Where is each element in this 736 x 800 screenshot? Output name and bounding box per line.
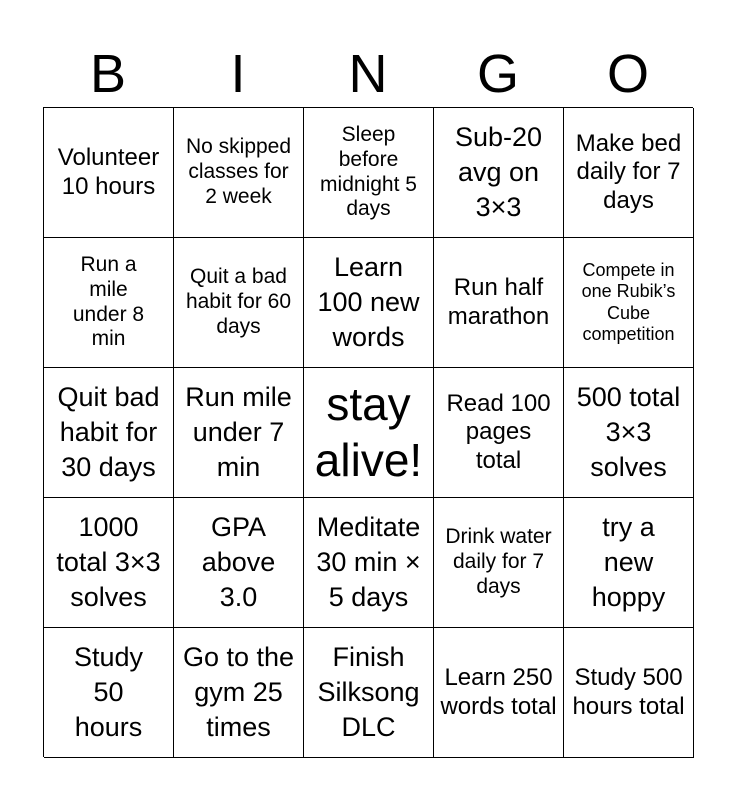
bingo-cell[interactable]	[564, 498, 694, 628]
cell-text: 1000 total 3×3 solves	[56, 511, 161, 613]
cell-text: Make bed daily for 7 days	[575, 130, 682, 214]
cell-text: No skipped classes for 2 week	[185, 135, 292, 208]
cell-text: stay alive!	[314, 378, 423, 486]
header-letter-n: N	[348, 44, 388, 104]
bingo-cell[interactable]	[304, 108, 434, 238]
cell-text: Sleep before midnight 5 days	[320, 122, 417, 221]
cell-text: try a new hoppy	[591, 511, 666, 613]
cell-text: Sub-20 avg on 3×3	[454, 121, 543, 223]
bingo-header	[43, 40, 693, 108]
header-letter-o: O	[606, 44, 649, 104]
bingo-cell[interactable]	[44, 498, 174, 628]
bingo-cell[interactable]	[44, 238, 174, 368]
bingo-cell[interactable]	[434, 628, 564, 758]
header-letter-i: I	[230, 44, 246, 104]
bingo-cell[interactable]	[304, 628, 434, 758]
bingo-cell[interactable]	[174, 238, 304, 368]
cell-text: Quit a bad habit for 60 days	[185, 265, 292, 338]
cell-text: Meditate 30 min × 5 days	[316, 511, 421, 613]
cell-text: Learn 250 words total	[440, 664, 557, 720]
bingo-cell[interactable]	[434, 108, 564, 238]
cell-text: Compete in one Rubik’s Cube competition	[581, 260, 676, 344]
bingo-cell[interactable]	[564, 238, 694, 368]
bingo-cell[interactable]	[564, 368, 694, 498]
bingo-cell[interactable]	[44, 108, 174, 238]
cell-text: Read 100 pages total	[446, 390, 551, 474]
cell-text: Study 500 hours total	[572, 664, 685, 720]
header-letter-b: B	[89, 44, 127, 104]
cell-text: Go to the gym 25 times	[182, 641, 295, 743]
cell-text: Learn 100 new words	[317, 251, 420, 353]
bingo-cell[interactable]	[44, 368, 174, 498]
cell-text: Run a mile under 8 min	[72, 252, 145, 351]
cell-text: 500 total 3×3 solves	[576, 381, 681, 483]
bingo-cell[interactable]	[564, 108, 694, 238]
bingo-cell[interactable]	[174, 628, 304, 758]
bingo-cell[interactable]	[44, 628, 174, 758]
bingo-cell[interactable]	[304, 498, 434, 628]
cell-text: Finish Silksong DLC	[317, 641, 420, 743]
bingo-cell[interactable]	[174, 368, 304, 498]
cell-text: Run half marathon	[447, 274, 550, 330]
bingo-cell[interactable]	[434, 238, 564, 368]
cell-text: Drink water daily for 7 days	[445, 525, 552, 598]
cell-text: Study 50 hours	[73, 641, 144, 743]
bingo-cell[interactable]	[564, 628, 694, 758]
bingo-cell[interactable]	[174, 108, 304, 238]
cell-text: Volunteer 10 hours	[57, 144, 160, 200]
bingo-cell[interactable]	[434, 368, 564, 498]
cell-text: Quit bad habit for 30 days	[57, 381, 160, 483]
cell-text: GPA above 3.0	[201, 511, 276, 613]
bingo-cell[interactable]	[304, 238, 434, 368]
bingo-cell[interactable]	[434, 498, 564, 628]
cell-text: Run mile under 7 min	[185, 381, 292, 483]
bingo-cell[interactable]	[174, 498, 304, 628]
header-letter-g: G	[476, 44, 519, 104]
bingo-board	[43, 107, 693, 757]
bingo-cell-free[interactable]	[304, 368, 434, 498]
